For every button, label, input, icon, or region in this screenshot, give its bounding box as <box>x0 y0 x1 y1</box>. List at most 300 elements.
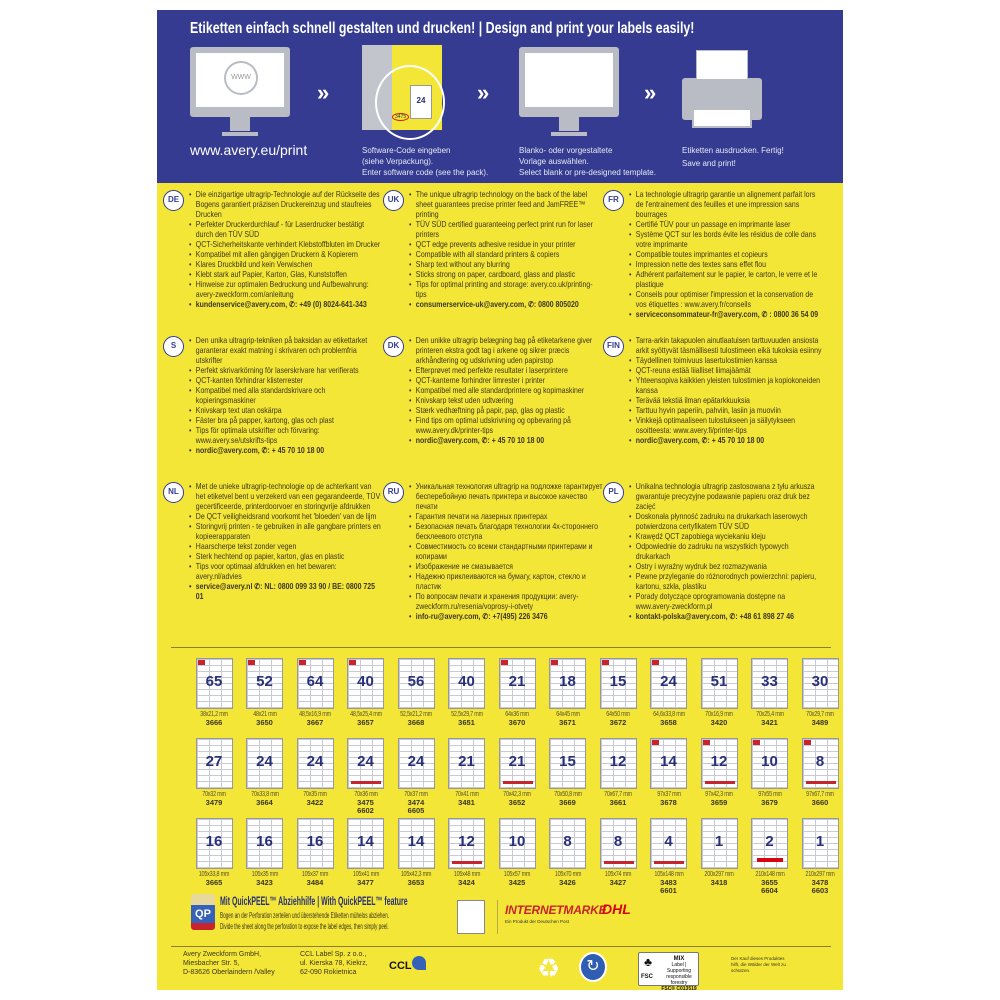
feature-item: • Met de unieke ultragrip-technologie op de achterkant van het etiketvel bent u verzekerd van een gegarandeerde, TÜV gecertificeerde, printerdoorvoer en storingvrije afdrukken <box>189 482 383 512</box>
feature-item: • Storingvrij printen - te gebruiken in alle gangbare printers en kopieerapparaten <box>189 522 383 542</box>
sheet-thumbnail <box>196 658 233 709</box>
label-pack-backside <box>157 10 843 990</box>
monitor-template-icon <box>519 47 619 117</box>
label-size: 70x67,7 mm <box>604 791 632 798</box>
sheet-thumbnail <box>297 658 334 709</box>
label-size: 70x33,8 mm <box>250 791 279 798</box>
label-size: 97x42,3 mm <box>705 791 733 798</box>
label-format-item <box>390 658 442 727</box>
feature-item: • Безопасная печать благодаря технологии 4х-стороннего бесклеевого отступа <box>409 522 603 542</box>
feature-item: • QCT-Sicherheitskante verhindert Klebstoffbluten im Drucker <box>189 240 383 250</box>
label-format-item <box>491 658 543 727</box>
label-count: 16 <box>205 833 223 850</box>
pack-software-code: 3475 <box>392 113 409 121</box>
sheet-thumbnail <box>196 818 233 869</box>
sheet-thumbnail <box>297 818 334 869</box>
label-size: 70x29,7 mm <box>806 711 834 718</box>
contact-info: • nordic@avery.com, ✆: + 45 70 10 18 00 <box>189 446 383 456</box>
feature-item: • QCT-kanten förhindrar klisterrester <box>189 376 383 386</box>
label-count: 21 <box>508 673 526 690</box>
label-size: 105x37 mm <box>301 871 329 878</box>
sheet-thumbnail <box>600 818 637 869</box>
product-code: 3679 <box>761 798 778 807</box>
feature-item: • QCT edge prevents adhesive residue in your printer <box>409 240 603 250</box>
sheet-thumbnail <box>347 818 384 869</box>
label-count: 24 <box>256 753 273 770</box>
label-format-item <box>744 738 796 807</box>
feature-item: • Надежно приклеиваются на бумагу, картон, стекло и пластик <box>409 572 603 592</box>
label-size: 48,5x25,4 mm <box>349 711 382 718</box>
feature-item: • Sharp text without any blurring <box>409 260 603 270</box>
feature-item: • Täydellinen toimivuus lasertulostimien kanssa <box>629 356 823 366</box>
label-format-item <box>289 658 341 727</box>
label-size: 70x50,8 mm <box>553 791 582 798</box>
sheet-thumbnail <box>499 738 536 789</box>
feature-item: • Tarttuu hyvin paperiin, pahviin, lasiin ja muoviin <box>629 406 823 416</box>
label-size: 105x33,8 mm <box>198 871 230 878</box>
label-size: 38x21,2 mm <box>200 711 228 718</box>
feature-item: • Find tips om optimal udskrivning og opbevaring på www.avery.dk/printer-tips <box>409 416 603 436</box>
product-code: 3426 <box>559 878 576 887</box>
product-code: 3420 <box>710 718 728 727</box>
label-count: 15 <box>609 673 627 690</box>
sheet-thumbnail <box>246 818 283 869</box>
product-code: 3427 <box>609 878 627 887</box>
product-code: 3661 <box>609 798 627 807</box>
quickpeel-badge-icon <box>198 660 205 665</box>
label-format-item <box>491 818 543 887</box>
feature-item: • Tips voor optimaal afdrukken en het bewaren: avery.nl/advies <box>189 562 383 582</box>
label-size: 105x42,3 mm <box>400 871 432 878</box>
label-format-item <box>542 818 594 887</box>
feature-item: • Hinweise zur optimalen Bedruckung und Aufbewahrung: avery-zweckform.com/anleitung <box>189 280 383 300</box>
product-code: 3481 <box>458 798 475 807</box>
label-size: 64,6x33,8 mm <box>652 711 685 718</box>
feature-item: • Pewne przyleganie do różnorodnych powierzchni: papieru, kartonu, szkła, plastiku <box>629 572 823 592</box>
quickpeel-badge-icon <box>753 740 760 745</box>
internetmarke-icon <box>351 781 381 784</box>
label-size: 97x37 mm <box>656 791 681 798</box>
green-dot-icon: ↻ <box>579 952 607 982</box>
internetmarke-icon <box>705 781 735 784</box>
step-caption-2: Blanko- oder vorgestaltete Vorlage auswählen. Select blank or pre-designed template. <box>519 146 656 177</box>
label-count: 65 <box>205 673 223 690</box>
sheet-thumbnail <box>650 818 687 869</box>
sheet-thumbnail <box>448 738 485 789</box>
product-code: 3423 <box>256 878 273 887</box>
feature-item: • Die einzigartige ultragrip-Technologie auf der Rückseite des Bogens garantiert präzisen Druckereinzug und staufreies Drucken <box>189 190 383 220</box>
label-size: 52,5x29,7 mm <box>450 711 483 718</box>
internetmarke-icon <box>806 781 836 784</box>
language-section-fin <box>603 336 823 446</box>
sheet-thumbnail <box>600 658 637 709</box>
product-code: 3667 <box>306 718 324 727</box>
feature-item: • Kompatibel med alla standardskrivare och kopieringsmaskiner <box>189 386 383 406</box>
feature-item: • Изображение не смазывается <box>409 562 603 572</box>
label-count: 18 <box>559 673 576 690</box>
address-ccl: CCL Label Sp. z o.o., ul. Kierska 78, Kiekrz, 62-090 Rokietnica <box>300 951 368 976</box>
label-count: 52 <box>256 673 273 690</box>
sheet-thumbnail <box>398 818 435 869</box>
sheet-thumbnail <box>398 738 435 789</box>
label-count: 24 <box>407 753 425 770</box>
sheet-thumbnail <box>246 658 283 709</box>
label-format-item <box>340 658 392 727</box>
ccl-logo: CCL <box>389 960 412 972</box>
label-format-item <box>693 658 745 727</box>
label-format-item <box>441 818 493 887</box>
feature-item: • Sterk hechtend op papier, karton, glas en plastic <box>189 552 383 562</box>
feature-item: • Klares Druckbild und kein Verwischen <box>189 260 383 270</box>
label-count: 51 <box>710 673 728 690</box>
label-format-item <box>693 818 745 887</box>
product-code: 3651 <box>458 718 475 727</box>
language-section-fr <box>603 190 823 320</box>
label-count: 10 <box>761 753 778 770</box>
label-size: 210x297 mm <box>805 871 835 878</box>
label-size: 70x36 mm <box>353 791 378 798</box>
language-badge: DK <box>383 336 404 357</box>
label-format-item <box>188 658 240 727</box>
language-section-de <box>163 190 383 310</box>
product-code: 3666 <box>205 718 223 727</box>
feature-item: • Vinkkejä optimaaliseen tulostukseen ja säilytykseen osoitteesta: www.avery.fi/printer-tips <box>629 416 823 436</box>
quickpeel-badge-icon <box>551 660 558 665</box>
label-format-item <box>289 738 341 807</box>
label-size: 48x21 mm <box>252 711 277 718</box>
product-code: 3424 <box>458 878 475 887</box>
language-badge: DE <box>163 190 184 211</box>
label-format-item <box>239 738 291 807</box>
sheet-thumbnail <box>398 658 435 709</box>
label-count: 40 <box>357 673 374 690</box>
label-size: 64x36 mm <box>505 711 529 718</box>
product-code: 3418 <box>710 878 728 887</box>
label-size: 70x32 mm <box>202 791 226 798</box>
sheet-thumbnail <box>802 658 839 709</box>
product-code: 3489 <box>811 718 829 727</box>
sheet-thumbnail <box>650 738 687 789</box>
label-format-item <box>239 658 291 727</box>
label-format-item <box>289 818 341 887</box>
label-count: 30 <box>811 673 829 690</box>
label-format-item <box>592 738 644 807</box>
sheet-thumbnail <box>802 738 839 789</box>
product-code: 3421 <box>761 718 778 727</box>
language-badge: RU <box>383 482 404 503</box>
label-count: 15 <box>559 753 576 770</box>
address-avery: Avery Zweckform GmbH, Miesbacher Str. 5, D-83626 Oberlaindern /Valley <box>183 951 275 976</box>
label-count: 24 <box>357 753 374 770</box>
feature-item: • Perfekt skrivarkörning för laserskrivare har verifierats <box>189 366 383 376</box>
quickpeel-badge-icon <box>804 740 811 745</box>
highlight-circle <box>375 65 445 140</box>
language-section-s <box>163 336 383 456</box>
label-count: 14 <box>660 753 677 770</box>
feature-item: • Tips for optimal printing and storage: avery.co.uk/printing-tips <box>409 280 603 300</box>
label-format-item <box>441 738 493 807</box>
label-count: 12 <box>710 753 728 770</box>
sheet-thumbnail <box>751 818 788 869</box>
contact-info: • serviceconsommateur-fr@avery.com, ✆ : 0800 36 54 09 <box>629 310 823 320</box>
contact-info: • consumerservice-uk@avery.com, ✆: 0800 805020 <box>409 300 603 310</box>
dhl-icon <box>757 858 783 862</box>
product-code: 6603 <box>811 886 829 895</box>
label-size: 70x42,3 mm <box>503 791 531 798</box>
sheet-thumbnail <box>549 658 586 709</box>
label-count: 8 <box>815 753 825 770</box>
label-size: 97x55 mm <box>757 791 782 798</box>
product-code: 3483 <box>660 878 677 887</box>
label-count: 4 <box>664 833 673 850</box>
label-format-item <box>794 818 846 895</box>
quickpeel-text-de: Bogen an der Perforation zerteilen und überstehende Etiketten mühelos abziehen. <box>220 911 389 920</box>
feature-item: • De QCT veiligheidsrand voorkomt het 'bloeden' van de lijm <box>189 512 383 522</box>
divider <box>171 946 831 947</box>
feature-item: • La technologie ultragrip garantie un alignement parfait lors de l'entrainement des feuilles et une impression sans bourrages <box>629 190 823 220</box>
feature-item: • Terävää tekstiä ilman epätarkkuuksia <box>629 396 823 406</box>
sheet-thumbnail <box>499 658 536 709</box>
product-code: 3478 <box>811 878 829 887</box>
product-code: 3425 <box>508 878 526 887</box>
product-code: 3664 <box>256 798 273 807</box>
label-format-item <box>441 658 493 727</box>
label-count: 1 <box>815 833 825 850</box>
sheet-thumbnail <box>701 738 738 789</box>
label-count: 2 <box>765 833 774 850</box>
label-count: 40 <box>458 673 475 690</box>
label-format-item <box>239 818 291 887</box>
internetmarke-icon <box>604 861 634 864</box>
language-section-nl <box>163 482 383 602</box>
label-size: 52,5x21,2 mm <box>400 711 432 718</box>
product-code: 3477 <box>357 878 374 887</box>
feature-item: • Perfekter Druckerdurchlauf - für Laserdrucker bestätigt durch den TÜV SÜD <box>189 220 383 240</box>
feature-item: • Ostry i wyraźny wydruk bez rozmazywania <box>629 562 823 572</box>
contact-info: • info-ru@avery.com, ✆: +7(495) 226 3476 <box>409 612 603 622</box>
label-count: 21 <box>508 753 526 770</box>
quickpeel-title: Mit QuickPEEL™ Abziehhilfe | With QuickPEEL™ feature <box>220 894 408 908</box>
feature-item: • Tarra-arkin takapuolen ainutlaatuisen tarttuvuuden ansiosta arkit syöttyvät täsmällisesti tulostimeen eikä tukoksia esiinny <box>629 336 823 356</box>
product-code: 6602 <box>357 806 374 815</box>
label-count: 8 <box>613 833 623 850</box>
sheet-thumbnail <box>802 818 839 869</box>
website-url[interactable]: www.avery.eu/print <box>190 142 308 158</box>
feature-item: • Compatible with all standard printers & copiers <box>409 250 603 260</box>
product-code: 6604 <box>761 886 778 895</box>
label-format-item <box>744 818 796 895</box>
ccl-logo-mark <box>412 956 426 970</box>
label-count: 56 <box>407 673 425 690</box>
feature-item: • Unikalna technologia ultragrip zastosowana z tyłu arkusza gwarantuje precyzyjne podawanie papieru oraz druk bez zacięć <box>629 482 823 512</box>
language-section-uk <box>383 190 603 310</box>
chevron-icon: » <box>644 80 657 105</box>
label-format-item <box>340 738 392 815</box>
label-format-item <box>794 738 846 807</box>
label-format-item <box>188 738 240 807</box>
label-format-item <box>542 738 594 807</box>
label-size: 105x48 mm <box>453 871 480 878</box>
quickpeel-badge-icon <box>703 740 710 745</box>
feature-item: • QCT-kanterne forhindrer limrester i printer <box>409 376 603 386</box>
feature-item: • Efterprøvet med perfekte resultater i laserprintere <box>409 366 603 376</box>
label-count: 24 <box>660 673 677 690</box>
contact-info: • nordic@avery.com, ✆: + 45 70 10 18 00 <box>629 436 823 446</box>
label-count: 14 <box>407 833 425 850</box>
product-code: 3668 <box>407 718 425 727</box>
label-size: 105x74 mm <box>604 871 632 878</box>
sheet-thumbnail <box>701 818 738 869</box>
language-badge: NL <box>163 482 184 503</box>
feature-item: • Den unikke ultragrip belægning bag på etiketarkene giver printeren ekstra godt tag i arkene og sikrer præcis arkhåndtering og udskrivning uden papirstop <box>409 336 603 366</box>
quickpeel-logo: QP <box>191 894 215 930</box>
feature-item: • Conseils pour optimiser l'impression et la conservation de vos étiquettes : www.avery.fr/conseils <box>629 290 823 310</box>
product-code: 3653 <box>407 878 425 887</box>
label-count: 33 <box>761 673 778 690</box>
feature-item: • Kompatibel med alle standardprintere og kopimaskiner <box>409 386 603 396</box>
label-format-item <box>794 658 846 727</box>
sheet-thumbnail <box>650 658 687 709</box>
product-code: 3652 <box>508 798 526 807</box>
sheet-thumbnail <box>347 658 384 709</box>
label-count: 1 <box>714 833 724 850</box>
label-format-item <box>592 818 644 887</box>
label-format-item <box>390 818 442 887</box>
label-size: 105x57 mm <box>503 871 531 878</box>
product-code: 3669 <box>559 798 576 807</box>
step-caption-3: Etiketten ausdrucken. Fertig! Save and print! <box>682 146 784 168</box>
internetmarke-icon <box>452 861 482 864</box>
feature-item: • Système QCT sur les bords évite les résidus de colle dans votre imprimante <box>629 230 823 250</box>
feature-item: • Compatible toutes imprimantes et copieurs <box>629 250 823 260</box>
sheet-thumbnail <box>751 658 788 709</box>
product-code: 6601 <box>660 886 677 895</box>
divider <box>171 647 831 648</box>
label-size: 97x67,7 mm <box>806 791 834 798</box>
product-code: 3670 <box>508 718 526 727</box>
language-section-ru <box>383 482 603 622</box>
label-format-item <box>643 818 695 895</box>
divider <box>497 900 498 934</box>
feature-item: • Kompatibel mit allen gängigen Druckern & Kopierern <box>189 250 383 260</box>
internetmarke-logo: INTERNETMARKE <box>505 903 607 917</box>
product-code: 3658 <box>660 718 677 727</box>
feature-item: • Porady dotyczące oprogramowania dostępne na www.avery-zweckform.pl <box>629 592 823 612</box>
product-code: 3659 <box>710 798 728 807</box>
chevron-icon: » <box>477 80 490 105</box>
product-code: 3665 <box>205 878 223 887</box>
product-code: 3650 <box>256 718 273 727</box>
product-code: 6605 <box>407 806 425 815</box>
sheet-thumbnail <box>196 738 233 789</box>
label-format-item <box>542 658 594 727</box>
internetmarke-icon <box>654 861 684 864</box>
feature-item: • Krawędź QCT zapobiega wyciekaniu kleju <box>629 532 823 542</box>
label-count: 27 <box>205 753 223 770</box>
label-size: 70x37 mm <box>404 791 428 798</box>
feature-item: • Odpowiednie do zadruku na wszystkich typowych drukarkach <box>629 542 823 562</box>
language-badge: FIN <box>603 336 624 357</box>
label-size: 200x297 mm <box>704 871 734 878</box>
feature-item: • Certifié TÜV pour un passage en imprimante laser <box>629 220 823 230</box>
label-format-item <box>744 658 796 727</box>
label-count: 12 <box>609 753 627 770</box>
label-format-item <box>643 738 695 807</box>
label-count: 24 <box>306 753 324 770</box>
contact-info: • kontakt-polska@avery.com, ✆: +48 61 898 27 46 <box>629 612 823 622</box>
internetmarke-subtitle: Ein Produkt der Deutschen Post <box>505 919 570 924</box>
quickpeel-text-en: Divide the sheet along the perforation to expose the label edges, then simply peel. <box>220 922 389 931</box>
sheet-thumbnail <box>448 818 485 869</box>
header-banner <box>157 10 843 183</box>
feature-item: • Den unika ultragrip-tekniken på baksidan av etikettarket garanterar exakt matning i skrivaren och problemfria utskrifter <box>189 336 383 366</box>
fsc-note: Der Kauf dieses Produktes hilft, die Wälder der Welt zu schützen. <box>731 956 786 973</box>
label-format-item <box>643 658 695 727</box>
feature-item: • QCT-reuna estää liialliset liimajäämät <box>629 366 823 376</box>
feature-item: • Impression nette des textes sans effet flou <box>629 260 823 270</box>
quickpeel-badge-icon <box>299 660 306 665</box>
quickpeel-badge-icon <box>652 660 659 665</box>
label-size: 64x50 mm <box>606 711 630 718</box>
pack-label-count: 24 <box>410 85 432 119</box>
label-size: 105x41 mm <box>352 871 379 878</box>
feature-item: • Adhérent parfaitement sur le papier, le carton, le verre et le plastique <box>629 270 823 290</box>
chevron-icon: » <box>317 80 330 105</box>
feature-item: • Гарантия печати на лазерных принтерах <box>409 512 603 522</box>
label-format-item <box>693 738 745 807</box>
feature-item: • Stærk vedhæftning på papir, pap, glas og plastic <box>409 406 603 416</box>
label-size: 70x25,4 mm <box>755 711 784 718</box>
feature-item: • Haarscherpe tekst zonder vegen <box>189 542 383 552</box>
tree-icon: ♣ <box>644 955 652 969</box>
label-size: 105x35 mm <box>251 871 278 878</box>
sheet-thumbnail <box>246 738 283 789</box>
sheet-thumbnail <box>549 818 586 869</box>
quickpeel-badge-icon <box>349 660 356 665</box>
label-count: 64 <box>306 673 324 690</box>
label-format-item <box>340 818 392 887</box>
label-count: 16 <box>306 833 324 850</box>
dhl-logo: DHL <box>602 901 631 917</box>
contact-info: • kundenservice@avery.com, ✆: +49 (0) 8024-641-343 <box>189 300 383 310</box>
feature-item: • Yhteensopiva kaikkien yleisten tulostimien ja kopiokoneiden kanssa <box>629 376 823 396</box>
label-count: 21 <box>458 753 475 770</box>
step-caption-1: Software-Code eingeben (siehe Verpackung). Enter software code (see the pack). <box>362 146 489 177</box>
product-code: 3672 <box>609 718 627 727</box>
label-size: 210x148 mm <box>754 871 785 878</box>
header-title: Etiketten einfach schnell gestalten und drucken! | Design and print your labels easily! <box>190 20 695 37</box>
feature-item: • Knivskarp text utan oskärpa <box>189 406 383 416</box>
quickpeel-badge-icon <box>248 660 255 665</box>
label-size: 70x35 mm <box>303 791 327 798</box>
sheet-thumbnail <box>549 738 586 789</box>
label-format-item <box>390 738 442 815</box>
quickpeel-badge-icon <box>501 660 508 665</box>
printer-icon <box>682 78 762 120</box>
feature-item: • Уникальная технология ultragrip на подложке гарантирует бесперебойную печать принтера и высокое качество печати <box>409 482 603 512</box>
label-size: 70x41 mm <box>454 791 479 798</box>
sheet-thumbnail <box>600 738 637 789</box>
sheet-thumbnail <box>751 738 788 789</box>
label-size: 48,5x16,9 mm <box>299 711 331 718</box>
feature-item: • Klebt stark auf Papier, Karton, Glas, Kunststoffen <box>189 270 383 280</box>
contact-info: • nordic@avery.com, ✆: + 45 70 10 18 00 <box>409 436 603 446</box>
product-code: 3479 <box>205 798 223 807</box>
label-size: 64x45 mm <box>555 711 580 718</box>
feature-item: • Sticks strong on paper, cardboard, glass and plastic <box>409 270 603 280</box>
language-section-pl <box>603 482 823 622</box>
feature-item: • Fäster bra på papper, kartong, glas och plast <box>189 416 383 426</box>
